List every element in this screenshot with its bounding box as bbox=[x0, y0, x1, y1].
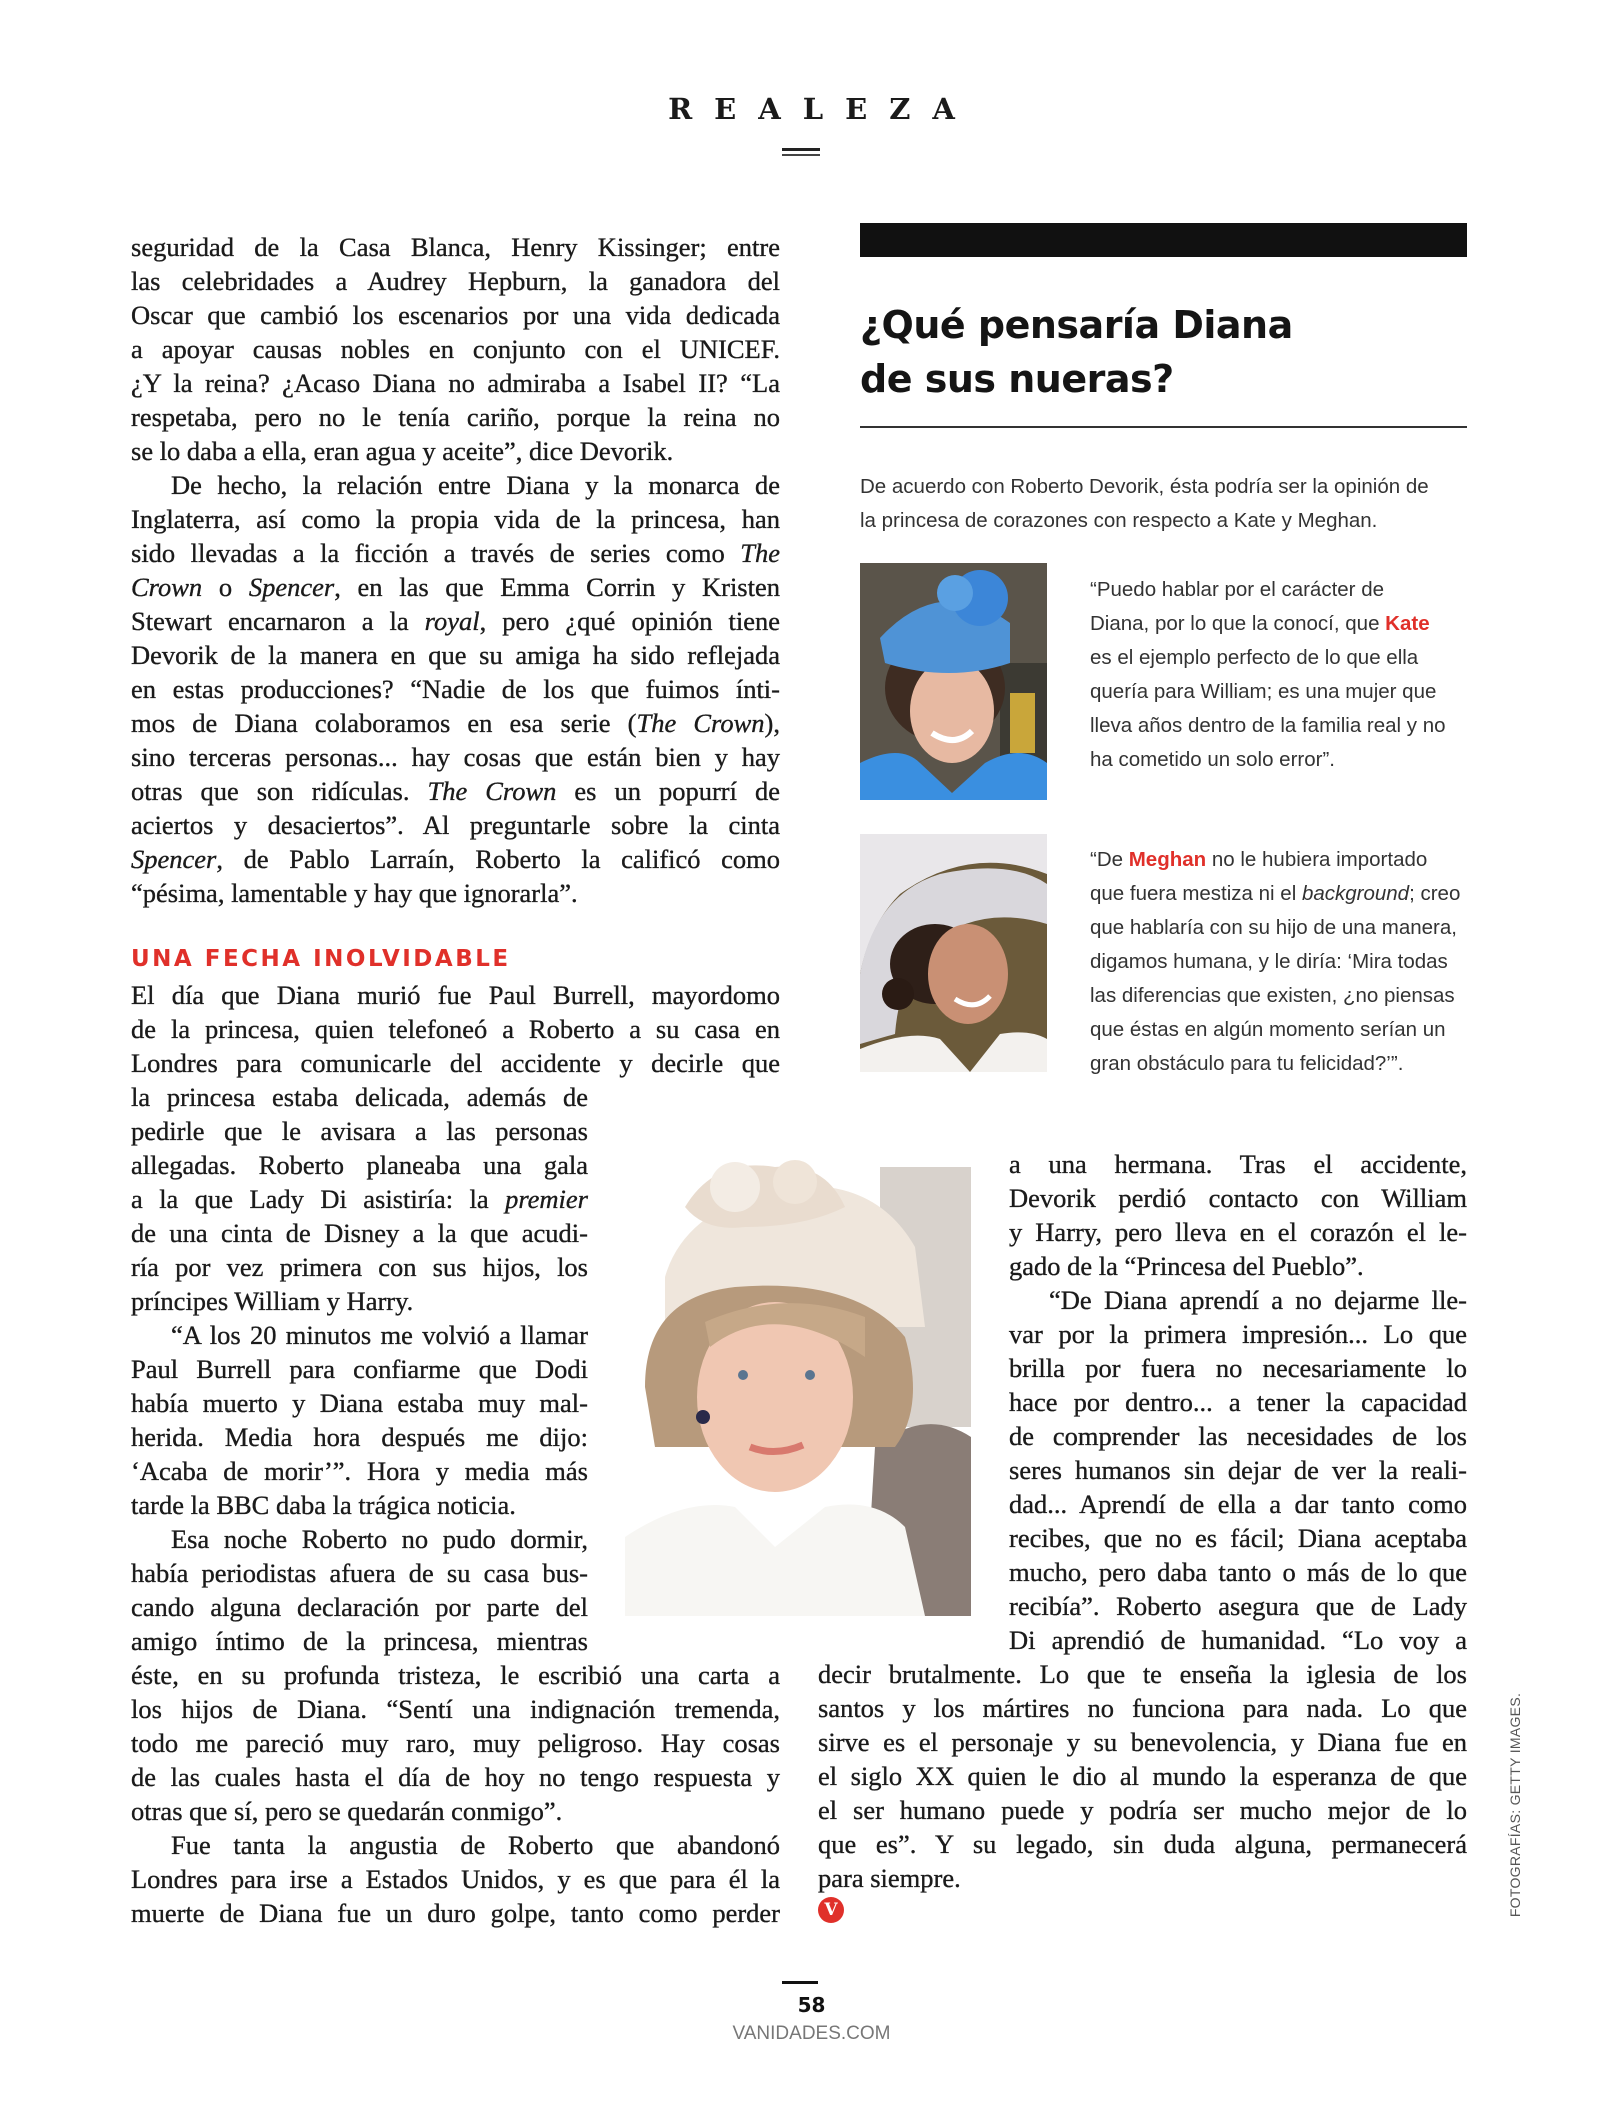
kate-quote-line bbox=[1090, 675, 1436, 709]
body-line bbox=[171, 1828, 780, 1862]
body-line bbox=[131, 842, 780, 876]
subheading: UNA FECHA INOLVIDABLE bbox=[131, 946, 511, 972]
text-segment: había muerto y Diana estaba muy mal- bbox=[131, 1388, 588, 1418]
body-line bbox=[131, 366, 780, 400]
text-segment: Oscar que cambió los escenarios por una vida dedicada bbox=[131, 300, 780, 330]
text-segment: el ser humano puede y podría ser mucho mejor de lo bbox=[818, 1795, 1467, 1825]
footer-divider bbox=[782, 1981, 818, 1984]
text-segment: , de Pablo Larraín, Roberto la calificó como bbox=[216, 844, 780, 874]
sidebar-divider bbox=[860, 426, 1467, 428]
text-segment: Esa noche Roberto no pudo dormir, bbox=[171, 1524, 588, 1554]
text-segment: recibía”. Roberto asegura que de Lady bbox=[1009, 1591, 1467, 1621]
italic-segment: premier bbox=[505, 1184, 588, 1214]
kate-quote-line bbox=[1090, 641, 1418, 675]
body-line bbox=[131, 774, 780, 808]
text-segment: Diana, por lo que la conocí, que bbox=[1090, 612, 1386, 635]
body-line bbox=[131, 1182, 588, 1216]
text-segment: todo me pareció muy raro, muy peligroso. Hay cosas bbox=[131, 1728, 780, 1758]
text-segment: la princesa estaba delicada, además de bbox=[131, 1082, 588, 1112]
text-segment: o bbox=[202, 572, 249, 602]
text-segment: en estas producciones? “Nadie de los que fuimos ínti- bbox=[131, 674, 780, 704]
body-line bbox=[1009, 1521, 1467, 1555]
body-line bbox=[131, 1692, 780, 1726]
text-segment: tarde la BBC daba la trágica noticia. bbox=[131, 1490, 516, 1520]
body-line bbox=[131, 672, 780, 706]
section-title: REALEZA bbox=[668, 92, 977, 126]
text-segment: aciertos y desaciertos”. Al preguntarle sobre la cinta bbox=[131, 810, 780, 840]
body-line bbox=[1049, 1283, 1467, 1317]
text-segment: gado de la “Princesa del Pueblo”. bbox=[1009, 1251, 1364, 1281]
text-segment: Di aprendió de humanidad. “Lo voy a bbox=[1009, 1625, 1467, 1655]
body-line bbox=[1009, 1623, 1467, 1657]
body-line bbox=[818, 1759, 1467, 1793]
text-segment: cando alguna declaración por parte del bbox=[131, 1592, 588, 1622]
body-line bbox=[1009, 1249, 1467, 1283]
text-segment: allegadas. Roberto planeaba una gala bbox=[131, 1150, 588, 1180]
text-segment: Inglaterra, así como la propia vida de la princesa, han bbox=[131, 504, 780, 534]
body-line bbox=[131, 1114, 588, 1148]
body-line bbox=[131, 604, 780, 638]
text-segment: santos y los mártires no funciona para nada. Lo que bbox=[818, 1693, 1467, 1723]
text-segment: el siglo XX quien le dio al mundo la esperanza de que bbox=[818, 1761, 1467, 1791]
italic-segment: Spencer bbox=[131, 844, 217, 874]
body-line bbox=[131, 1046, 780, 1080]
text-segment: Devorik perdió contacto con William bbox=[1009, 1183, 1467, 1213]
text-segment: hace por dentro... a tener la capacidad bbox=[1009, 1387, 1467, 1417]
text-segment: Londres para comunicarle del accidente y decirle que bbox=[131, 1048, 780, 1078]
diana-photo bbox=[625, 1147, 971, 1616]
end-mark-icon: V bbox=[818, 1897, 844, 1923]
body-line bbox=[131, 1454, 588, 1488]
page-number: 58 bbox=[797, 1993, 826, 2017]
body-line bbox=[1009, 1147, 1467, 1181]
section-divider bbox=[782, 148, 820, 156]
italic-segment: The bbox=[740, 538, 780, 568]
body-line bbox=[1009, 1351, 1467, 1385]
body-line bbox=[131, 808, 780, 842]
body-line bbox=[131, 978, 780, 1012]
body-line bbox=[131, 1386, 588, 1420]
body-line bbox=[131, 1726, 780, 1760]
body-line bbox=[1009, 1555, 1467, 1589]
text-segment: “Puedo hablar por el carácter de bbox=[1090, 578, 1385, 601]
text-segment: pedirle que le avisara a las personas bbox=[131, 1116, 588, 1146]
body-line bbox=[131, 502, 780, 536]
text-segment: mucho, pero daba tanto o más de lo que bbox=[1009, 1557, 1467, 1587]
body-line bbox=[171, 1318, 588, 1352]
sidebar-title-line bbox=[860, 298, 1293, 352]
text-segment: es un popurrí de bbox=[556, 776, 780, 806]
highlight-name: Kate bbox=[1385, 612, 1430, 635]
photo-credit: FOTOGRAFÍAS: GETTY IMAGES. bbox=[1507, 1692, 1523, 1918]
body-line bbox=[131, 230, 780, 264]
text-segment: de la princesa, quien telefoneó a Roberto a su casa en bbox=[131, 1014, 780, 1044]
text-segment: decir brutalmente. Lo que te enseña la iglesia de los bbox=[818, 1659, 1467, 1689]
body-line bbox=[818, 1861, 1467, 1895]
text-segment: que es”. Y su legado, sin duda alguna, permanecerá bbox=[818, 1829, 1467, 1859]
meghan-quote-line bbox=[1090, 877, 1460, 911]
text-segment: “pésima, lamentable y hay que ignorarla”. bbox=[131, 878, 578, 908]
text-segment: para siempre. bbox=[818, 1863, 961, 1893]
text-segment: ; creo bbox=[1409, 882, 1461, 905]
text-segment: , en las que Emma Corrin y Kristen bbox=[334, 572, 780, 602]
text-segment: Stewart encarnaron a la bbox=[131, 606, 425, 636]
kate-quote-line bbox=[1090, 573, 1384, 607]
text-segment: otras que sí, pero se quedarán conmigo”. bbox=[131, 1796, 563, 1826]
body-line bbox=[131, 1760, 780, 1794]
text-segment: seres humanos sin dejar de ver la reali- bbox=[1009, 1455, 1467, 1485]
text-segment: ría por vez primera con sus hijos, los bbox=[131, 1252, 588, 1282]
body-line bbox=[171, 468, 780, 502]
text-segment: que hablaría con su hijo de una manera, bbox=[1090, 916, 1457, 939]
body-line bbox=[131, 1794, 780, 1828]
text-segment: ¿Qué pensaría Diana bbox=[860, 303, 1293, 347]
text-segment: se lo daba a ella, eran agua y aceite”, dice Devorik. bbox=[131, 436, 674, 466]
text-segment: “De Diana aprendí a no dejarme lle- bbox=[1049, 1285, 1467, 1315]
text-segment: que éstas en algún momento serían un bbox=[1090, 1018, 1446, 1041]
body-line bbox=[1009, 1487, 1467, 1521]
body-line bbox=[131, 1148, 588, 1182]
body-line bbox=[131, 1216, 588, 1250]
text-segment: a apoyar causas nobles en conjunto con el UNICEF. bbox=[131, 334, 780, 364]
body-line bbox=[818, 1827, 1467, 1861]
sidebar-top-bar bbox=[860, 223, 1467, 257]
text-segment: ha cometido un solo error”. bbox=[1090, 748, 1335, 771]
body-line bbox=[131, 1658, 780, 1692]
body-line bbox=[1009, 1181, 1467, 1215]
italic-segment: Spencer bbox=[248, 572, 335, 602]
text-segment: ), bbox=[764, 708, 780, 738]
body-line bbox=[131, 1284, 588, 1318]
text-segment: mos de Diana colaboramos en esa serie ( bbox=[131, 708, 637, 738]
body-line bbox=[1009, 1385, 1467, 1419]
body-line bbox=[131, 1352, 588, 1386]
text-segment: “A los 20 minutos me volvió a llamar bbox=[171, 1320, 588, 1350]
body-line bbox=[131, 1250, 588, 1284]
text-segment: Fue tanta la angustia de Roberto que abandonó bbox=[171, 1830, 780, 1860]
text-segment: recibes, que no es fácil; Diana aceptaba bbox=[1009, 1523, 1467, 1553]
text-segment: amigo íntimo de la princesa, mientras bbox=[131, 1626, 588, 1656]
text-segment: y Harry, pero lleva en el corazón el le- bbox=[1009, 1217, 1467, 1247]
text-segment: de las cuales hasta el día de hoy no tengo respuesta y bbox=[131, 1762, 780, 1792]
body-line bbox=[131, 1556, 588, 1590]
sidebar-intro-line bbox=[860, 470, 1429, 504]
text-segment: que fuera mestiza ni el bbox=[1090, 882, 1302, 905]
text-segment: Paul Burrell para confiarme que Dodi bbox=[131, 1354, 588, 1384]
text-segment: ¿Y la reina? ¿Acaso Diana no admiraba a Isabel II? “La bbox=[131, 368, 780, 398]
text-segment: respetaba, pero no le tenía cariño, porque la reina no bbox=[131, 402, 780, 432]
body-line bbox=[818, 1691, 1467, 1725]
kate-quote-line bbox=[1090, 743, 1335, 777]
body-line bbox=[131, 264, 780, 298]
text-segment: no le hubiera importado bbox=[1206, 848, 1428, 871]
body-line bbox=[171, 1522, 588, 1556]
body-line bbox=[818, 1725, 1467, 1759]
italic-segment: royal bbox=[424, 606, 480, 636]
text-segment: Londres para irse a Estados Unidos, y es que para él la bbox=[131, 1864, 780, 1894]
text-segment: las celebridades a Audrey Hepburn, la ganadora del bbox=[131, 266, 780, 296]
meghan-quote-line bbox=[1090, 945, 1448, 979]
body-line bbox=[131, 1896, 780, 1930]
text-segment: quería para William; es una mujer que bbox=[1090, 680, 1437, 703]
body-line bbox=[131, 570, 780, 604]
body-line bbox=[818, 1793, 1467, 1827]
text-segment: sino terceras personas... hay cosas que están bien y hay bbox=[131, 742, 780, 772]
site-url: VANIDADES.COM bbox=[732, 2023, 891, 2044]
body-line bbox=[131, 536, 780, 570]
highlight-name: Meghan bbox=[1128, 848, 1207, 871]
text-segment: a la que Lady Di asistiría: la bbox=[131, 1184, 506, 1214]
body-line bbox=[131, 1590, 588, 1624]
sidebar-title-line bbox=[860, 352, 1174, 406]
text-segment: lleva años dentro de la familia real y no bbox=[1090, 714, 1446, 737]
meghan-quote-line bbox=[1090, 911, 1457, 945]
body-line bbox=[131, 1488, 588, 1522]
body-line bbox=[131, 1080, 588, 1114]
meghan-quote-line bbox=[1090, 979, 1455, 1013]
text-segment: éste, en su profunda tristeza, le escribió una carta a bbox=[131, 1660, 780, 1690]
italic-segment: The Crown bbox=[427, 776, 557, 806]
sidebar-intro-line bbox=[860, 504, 1377, 538]
text-segment: había periodistas afuera de su casa bus- bbox=[131, 1558, 588, 1588]
text-segment: El día que Diana murió fue Paul Burrell, mayordomo bbox=[131, 980, 780, 1010]
text-segment: la princesa de corazones con respecto a Kate y Meghan. bbox=[860, 509, 1378, 532]
text-segment: es el ejemplo perfecto de lo que ella bbox=[1090, 646, 1419, 669]
text-segment: herida. Media hora después me dijo: bbox=[131, 1422, 588, 1452]
body-line bbox=[131, 332, 780, 366]
text-segment: muerte de Diana fue un duro golpe, tanto como perder bbox=[131, 1898, 780, 1928]
text-segment: brilla por fuera no necesariamente lo bbox=[1009, 1353, 1467, 1383]
body-line bbox=[131, 1624, 588, 1658]
meghan-quote-line bbox=[1090, 843, 1427, 877]
body-line bbox=[131, 706, 780, 740]
italic-segment: The Crown bbox=[636, 708, 765, 738]
text-segment: príncipes William y Harry. bbox=[131, 1286, 414, 1316]
text-segment: De hecho, la relación entre Diana y la monarca de bbox=[171, 470, 780, 500]
text-segment: otras que son ridículas. bbox=[131, 776, 428, 806]
italic-segment: Crown bbox=[131, 572, 203, 602]
text-segment: “De bbox=[1090, 848, 1129, 871]
body-line bbox=[1009, 1589, 1467, 1623]
kate-quote-line bbox=[1090, 607, 1430, 641]
meghan-photo bbox=[860, 834, 1047, 1072]
text-segment: dad... Aprendí de ella a dar tanto como bbox=[1009, 1489, 1467, 1519]
text-segment: , pero ¿qué opinión tiene bbox=[479, 606, 780, 636]
text-segment: gran obstáculo para tu felicidad?’”. bbox=[1090, 1052, 1404, 1075]
text-segment: var por la primera impresión... Lo que bbox=[1009, 1319, 1467, 1349]
text-segment: sido llevadas a la ficción a través de series como bbox=[131, 538, 741, 568]
body-line bbox=[131, 1862, 780, 1896]
body-line bbox=[131, 434, 780, 468]
text-segment: a una hermana. Tras el accidente, bbox=[1009, 1149, 1467, 1179]
kate-photo bbox=[860, 563, 1047, 800]
text-segment: de sus nueras? bbox=[860, 357, 1174, 401]
body-line bbox=[131, 638, 780, 672]
body-line bbox=[131, 740, 780, 774]
text-segment: ‘Acaba de morir’”. Hora y media más bbox=[131, 1456, 588, 1486]
text-segment: los hijos de Diana. “Sentí una indignación tremenda, bbox=[131, 1694, 780, 1724]
text-segment: De acuerdo con Roberto Devorik, ésta podría ser la opinión de bbox=[860, 475, 1429, 498]
body-line bbox=[818, 1657, 1467, 1691]
kate-quote-line bbox=[1090, 709, 1446, 743]
body-line bbox=[1009, 1419, 1467, 1453]
body-line bbox=[131, 876, 780, 910]
text-segment: sirve es el personaje y su benevolencia, y Diana fue en bbox=[818, 1727, 1467, 1757]
text-segment: de comprender las necesidades de los bbox=[1009, 1421, 1467, 1451]
text-segment: de una cinta de Disney a la que acudi- bbox=[131, 1218, 588, 1248]
meghan-quote-line bbox=[1090, 1047, 1403, 1081]
text-segment: las diferencias que existen, ¿no piensas bbox=[1090, 984, 1455, 1007]
text-segment: digamos humana, y le diría: ‘Mira todas bbox=[1090, 950, 1448, 973]
body-line bbox=[1009, 1215, 1467, 1249]
text-segment: Devorik de la manera en que su amiga ha sido reflejada bbox=[131, 640, 780, 670]
italic-segment: background bbox=[1301, 882, 1410, 905]
body-line bbox=[131, 1420, 588, 1454]
text-segment: seguridad de la Casa Blanca, Henry Kissinger; entre bbox=[131, 232, 780, 262]
body-line bbox=[1009, 1317, 1467, 1351]
body-line bbox=[131, 298, 780, 332]
meghan-quote-line bbox=[1090, 1013, 1446, 1047]
body-line bbox=[1009, 1453, 1467, 1487]
body-line bbox=[131, 400, 780, 434]
body-line bbox=[131, 1012, 780, 1046]
